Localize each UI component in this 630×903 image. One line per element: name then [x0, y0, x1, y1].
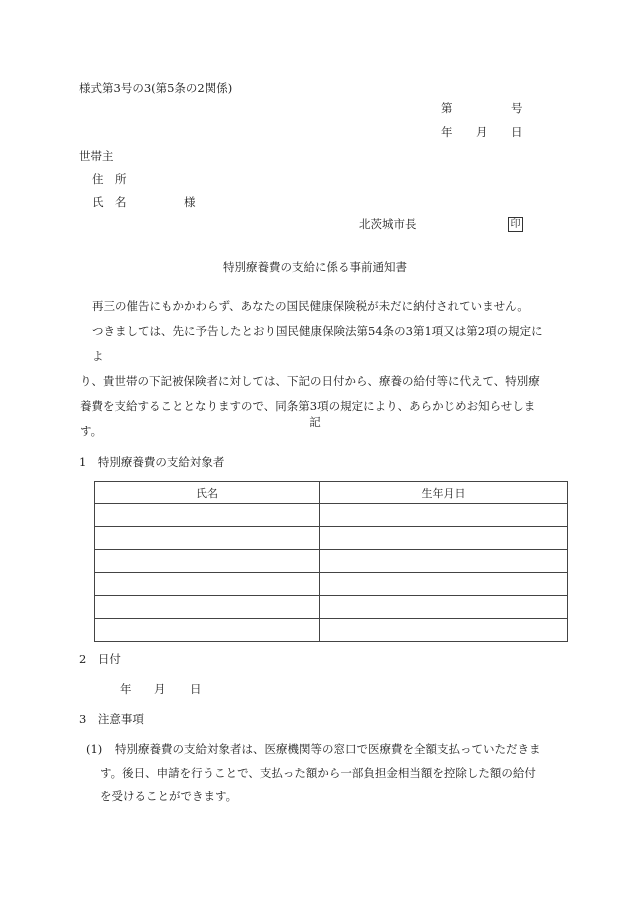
- note-line: 特別療養費の支給対象者は、医療機関等の窓口で医療費を全額支払っていただきま: [115, 742, 541, 756]
- table-cell: [320, 550, 568, 573]
- table-cell: [320, 527, 568, 550]
- body-line: り、貴世帯の下記被保険者に対しては、下記の日付から、療養の給付等に代えて、特別療: [80, 374, 540, 388]
- table-cell: [95, 573, 320, 596]
- doc-number-suffix: 号: [511, 101, 523, 115]
- section2-month-label: 月: [154, 682, 166, 696]
- table-row: [95, 596, 568, 619]
- document-title: 特別療養費の支給に係る事前通知書: [223, 260, 407, 274]
- table-cell: [320, 573, 568, 596]
- table-cell: [95, 596, 320, 619]
- col-name-header: 氏名: [95, 482, 320, 504]
- table-cell: [95, 527, 320, 550]
- issuer-name: 北茨城市長: [359, 217, 417, 231]
- body-line: つきましては、先に予告したとおり国民健康保険法第54条の3第1項又は第2項の規定によ: [92, 324, 543, 363]
- table-row: [95, 573, 568, 596]
- note-item-number: (1): [86, 742, 103, 756]
- date-day-label: 日: [511, 125, 523, 139]
- table-row: [95, 619, 568, 642]
- section2-day-label: 日: [190, 682, 202, 696]
- doc-number-prefix: 第: [441, 101, 453, 115]
- recipient-heading: 世帯主: [79, 149, 114, 163]
- name-label: 氏 名: [92, 195, 127, 209]
- section2-year-label: 年: [120, 682, 132, 696]
- table-cell: [320, 504, 568, 527]
- table-cell: [95, 504, 320, 527]
- honorific: 様: [184, 195, 196, 209]
- table-cell: [95, 550, 320, 573]
- note-line: す。後日、申請を行うことで、支払った額から一部負担金相当額を控除した額の給付: [100, 765, 536, 780]
- note-text: [100, 738, 552, 809]
- col-birthdate-header: 生年月日: [320, 482, 568, 504]
- recipient-table: [94, 481, 568, 642]
- section1-heading: 1 特別療養費の支給対象者: [79, 455, 225, 469]
- body-line: 養費を支給することとなりますので、同条第3項の規定により、あらかじめお知らせします。: [80, 399, 536, 438]
- section3-heading: 3 注意事項: [79, 712, 144, 726]
- table-row: [95, 504, 568, 527]
- seal-mark: 印: [508, 217, 523, 232]
- body-line: 再三の催告にもかかわらず、あなたの国民健康保険税が未だに納付されていません。: [92, 299, 529, 313]
- date-year-label: 年: [441, 125, 453, 139]
- note-line: を受けることができます。: [100, 789, 238, 803]
- table-cell: [320, 596, 568, 619]
- table-header-row: [95, 482, 568, 504]
- table-row: [95, 527, 568, 550]
- section2-heading: 2 日付: [79, 652, 121, 666]
- table-row: [95, 550, 568, 573]
- address-label: 住 所: [92, 172, 127, 186]
- form-reference: 様式第3号の3(第5条の2関係): [79, 81, 233, 95]
- table-cell: [320, 619, 568, 642]
- ki-heading: 記: [309, 415, 321, 429]
- date-month-label: 月: [476, 125, 488, 139]
- table-cell: [95, 619, 320, 642]
